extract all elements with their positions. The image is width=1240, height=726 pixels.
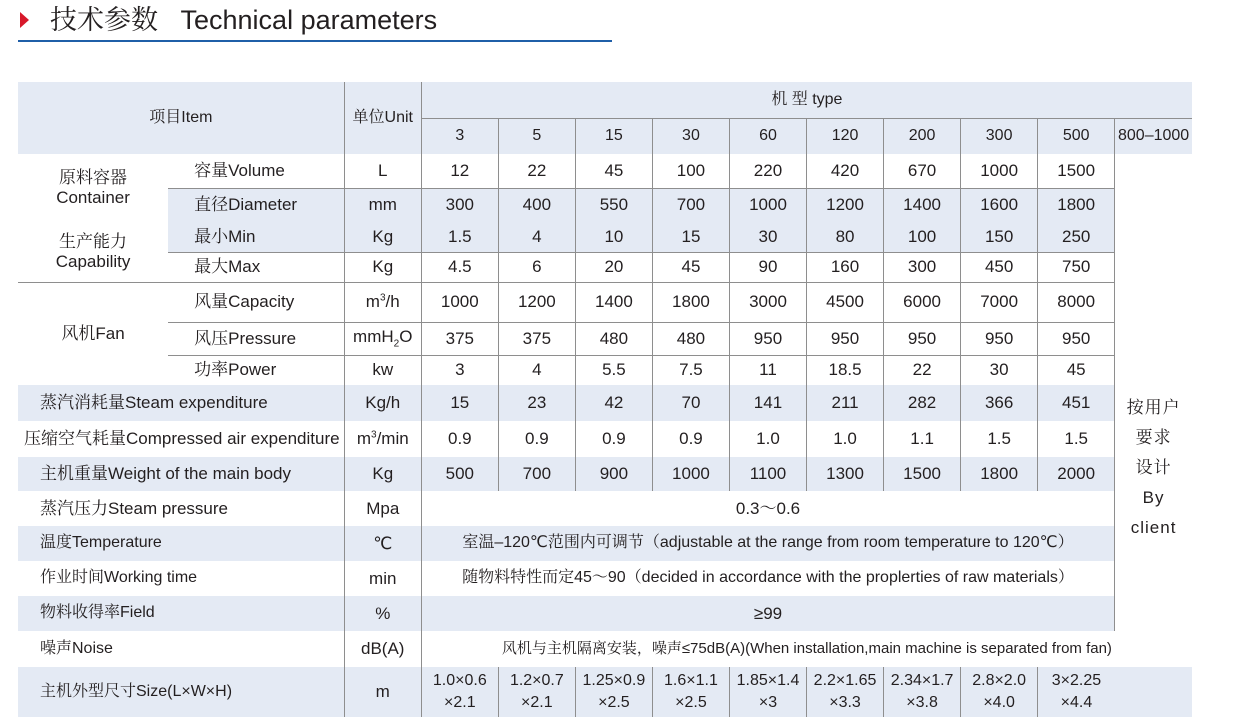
value-cell: 4 (498, 222, 575, 252)
value-cell: 1.5 (1038, 421, 1115, 457)
row-pressure (18, 322, 1192, 355)
value-cell: 366 (961, 385, 1038, 421)
value-cell: 1400 (575, 282, 652, 322)
unit-cell: $m^3/h$ (344, 282, 421, 322)
value-cell: 11 (729, 355, 806, 385)
unit-cell: L (344, 154, 421, 188)
value-cell: 420 (807, 154, 884, 188)
model-cell: 800–1000 (1115, 118, 1192, 154)
value-cell: 950 (1038, 322, 1115, 355)
model-cell: 120 (807, 118, 884, 154)
value-cell: 1300 (807, 457, 884, 491)
value-cell: 950 (884, 322, 961, 355)
technical-parameters-table (18, 82, 1192, 717)
value-cell: 1600 (961, 188, 1038, 222)
value-cell: 500 (421, 457, 498, 491)
value-cell: 4 (498, 355, 575, 385)
size-cell: 1.25×0.9 ×2.5 (575, 667, 652, 717)
value-cell: 45 (575, 154, 652, 188)
row-working-time (18, 561, 1192, 596)
row-field (18, 596, 1192, 631)
value-cell: 1500 (884, 457, 961, 491)
value-cell: 90 (729, 252, 806, 282)
value-cell: 450 (961, 252, 1038, 282)
value-cell: 1800 (1038, 188, 1115, 222)
value-cell: 400 (498, 188, 575, 222)
row-noise (18, 631, 1192, 667)
value-cell: 18.5 (807, 355, 884, 385)
value-cell: 1.0 (807, 421, 884, 457)
value-cell: 4.5 (421, 252, 498, 282)
value-cell: 451 (1038, 385, 1115, 421)
value-cell: 950 (961, 322, 1038, 355)
unit-cell: Kg (344, 457, 421, 491)
value-cell: 220 (729, 154, 806, 188)
unit-cell: min (344, 561, 421, 596)
value-cell: 160 (807, 252, 884, 282)
value-cell: 1.1 (884, 421, 961, 457)
value-cell: 2000 (1038, 457, 1115, 491)
row-label: 直径Diameter (194, 195, 298, 215)
merged-value-cell: 0.3～0.6 (421, 491, 1114, 526)
row-label: 物料收得率Field (40, 604, 155, 622)
value-cell: 1400 (884, 188, 961, 222)
row-capacity (18, 282, 1192, 322)
value-cell: 480 (652, 322, 729, 355)
value-cell: 80 (807, 222, 884, 252)
value-cell: 300 (421, 188, 498, 222)
group-container: 原料容器 Container (56, 168, 130, 207)
value-cell: 1200 (498, 282, 575, 322)
value-cell: 700 (652, 188, 729, 222)
value-cell: 45 (652, 252, 729, 282)
value-cell: 1000 (729, 188, 806, 222)
row-label: 噪声Noise (40, 639, 113, 657)
row-steam-pressure (18, 491, 1192, 526)
row-size (18, 667, 1192, 717)
unit-cell: m (344, 667, 421, 717)
model-cell: 500 (1038, 118, 1115, 154)
title-underline (18, 40, 612, 42)
row-diameter (18, 188, 1192, 222)
size-cell: 1.2×0.7 ×2.1 (498, 667, 575, 717)
value-cell: 3 (421, 355, 498, 385)
value-cell: 15 (652, 222, 729, 252)
row-label: 蒸汽消耗量Steam expenditure (40, 393, 268, 413)
value-cell: 10 (575, 222, 652, 252)
size-cell: 2.2×1.65 ×3.3 (807, 667, 884, 717)
value-cell: 42 (575, 385, 652, 421)
unit-cell: ℃ (344, 526, 421, 561)
value-cell: 6000 (884, 282, 961, 322)
value-cell: 1800 (652, 282, 729, 322)
unit-header: 单位Unit (344, 82, 421, 154)
value-cell: 750 (1038, 252, 1115, 282)
value-cell: 30 (961, 355, 1038, 385)
value-cell: 1.0 (729, 421, 806, 457)
unit-cell: Kg/h (344, 385, 421, 421)
value-cell: 1000 (961, 154, 1038, 188)
value-cell: 250 (1038, 222, 1115, 252)
row-compressed-air (18, 421, 1192, 457)
model-cell: 5 (498, 118, 575, 154)
value-cell: 950 (807, 322, 884, 355)
model-cell: 60 (729, 118, 806, 154)
value-cell: 15 (421, 385, 498, 421)
value-cell: 1.5 (961, 421, 1038, 457)
row-power (18, 355, 1192, 385)
row-label: 容量Volume (168, 154, 344, 188)
value-cell: 20 (575, 252, 652, 282)
value-cell: 1100 (729, 457, 806, 491)
value-cell: 300 (884, 252, 961, 282)
row-label: 最小Min (168, 222, 344, 252)
unit-cell: % (344, 596, 421, 631)
merged-value-cell: ≥99 (421, 596, 1114, 631)
row-label: 温度Temperature (40, 534, 162, 552)
value-cell: 100 (652, 154, 729, 188)
size-cell: 2.34×1.7 ×3.8 (884, 667, 961, 717)
size-cell: 1.85×1.4 ×3 (729, 667, 806, 717)
value-cell: 22 (884, 355, 961, 385)
value-cell: 950 (729, 322, 806, 355)
value-cell: 1000 (421, 282, 498, 322)
group-capability: 生产能力 Capability (18, 222, 168, 282)
value-cell: 4500 (807, 282, 884, 322)
row-label: 作业时间Working time (40, 569, 198, 587)
value-cell: 375 (421, 322, 498, 355)
value-cell: 100 (884, 222, 961, 252)
value-cell: 150 (961, 222, 1038, 252)
merged-value-cell: 室温–120℃范围内可调节（adjustable at the range from room temperature to 120℃） (421, 526, 1114, 561)
value-cell: 700 (498, 457, 575, 491)
row-label: 风量Capacity (168, 282, 344, 322)
merged-value-cell: 随物料特性而定45～90（decided in accordance with the proplerties of raw materials） (421, 561, 1114, 596)
row-label: 蒸汽压力Steam pressure (40, 498, 228, 518)
value-cell: 23 (498, 385, 575, 421)
row-steam (18, 385, 1192, 421)
value-cell: 550 (575, 188, 652, 222)
value-cell: 5.5 (575, 355, 652, 385)
value-cell: 1000 (652, 457, 729, 491)
value-cell: 670 (884, 154, 961, 188)
value-cell: 12 (421, 154, 498, 188)
model-cell: 15 (575, 118, 652, 154)
row-label: 主机重量Weight of the main body (40, 464, 292, 484)
row-volume (18, 154, 1192, 188)
model-cell: 300 (961, 118, 1038, 154)
size-cell: 1.0×0.6 ×2.1 (421, 667, 498, 717)
unit-cell: mm (344, 188, 421, 222)
row-label: 功率Power (194, 360, 277, 380)
value-cell: 0.9 (575, 421, 652, 457)
row-label: 最大Max (168, 252, 344, 282)
model-cell: 200 (884, 118, 961, 154)
value-cell: 211 (807, 385, 884, 421)
value-cell: 7.5 (652, 355, 729, 385)
value-cell: 480 (575, 322, 652, 355)
section-header (18, 0, 612, 44)
value-cell: 70 (652, 385, 729, 421)
value-cell: 1200 (807, 188, 884, 222)
value-cell: 1800 (961, 457, 1038, 491)
size-cell: 1.6×1.1 ×2.5 (652, 667, 729, 717)
row-label: 主机外型尺寸Size(L×W×H) (40, 682, 233, 700)
row-temperature (18, 526, 1192, 561)
value-cell: 22 (498, 154, 575, 188)
value-cell: 8000 (1038, 282, 1115, 322)
section-title: 技术参数 Technical parameters (50, 5, 438, 35)
size-cell: 3×2.25 ×4.4 (1038, 667, 1115, 717)
value-cell: 375 (498, 322, 575, 355)
unit-cell: Kg (344, 222, 421, 252)
size-cell: 2.8×2.0 ×4.0 (961, 667, 1038, 717)
value-cell: 282 (884, 385, 961, 421)
row-max (18, 252, 1192, 282)
triangle-bullet-icon (20, 12, 29, 28)
unit-cell: kw (344, 355, 421, 385)
unit-cell: dB(A) (344, 631, 421, 667)
unit-cell: Mpa (344, 491, 421, 526)
merged-value-cell: 风机与主机隔离安装，噪声≤75dB(A)(When installation,main machine is separated from fan) (421, 631, 1192, 667)
value-cell: 30 (729, 222, 806, 252)
row-label: 压缩空气耗量Compressed air expenditure (24, 429, 340, 449)
value-cell: 900 (575, 457, 652, 491)
row-min (18, 222, 1192, 252)
type-header: 机 型 type (421, 82, 1192, 118)
custom-design-note: 按用户 要求 设计 By client (1115, 154, 1192, 631)
unit-cell: mmH$_2$O (344, 322, 421, 355)
group-fan: 风机Fan (61, 323, 125, 343)
model-cell: 3 (421, 118, 498, 154)
value-cell: 0.9 (421, 421, 498, 457)
unit-cell: Kg (344, 252, 421, 282)
empty-cell (1115, 667, 1192, 717)
value-cell: 0.9 (652, 421, 729, 457)
value-cell: 0.9 (498, 421, 575, 457)
value-cell: 1500 (1038, 154, 1115, 188)
value-cell: 45 (1038, 355, 1115, 385)
item-header: 项目Item (149, 108, 213, 126)
value-cell: 141 (729, 385, 806, 421)
value-cell: 7000 (961, 282, 1038, 322)
unit-cell: $m^3/\min$ (344, 421, 421, 457)
value-cell: 6 (498, 252, 575, 282)
value-cell: 1.5 (421, 222, 498, 252)
row-label: 风压Pressure (168, 322, 344, 355)
value-cell: 3000 (729, 282, 806, 322)
model-cell: 30 (652, 118, 729, 154)
row-weight (18, 457, 1192, 491)
